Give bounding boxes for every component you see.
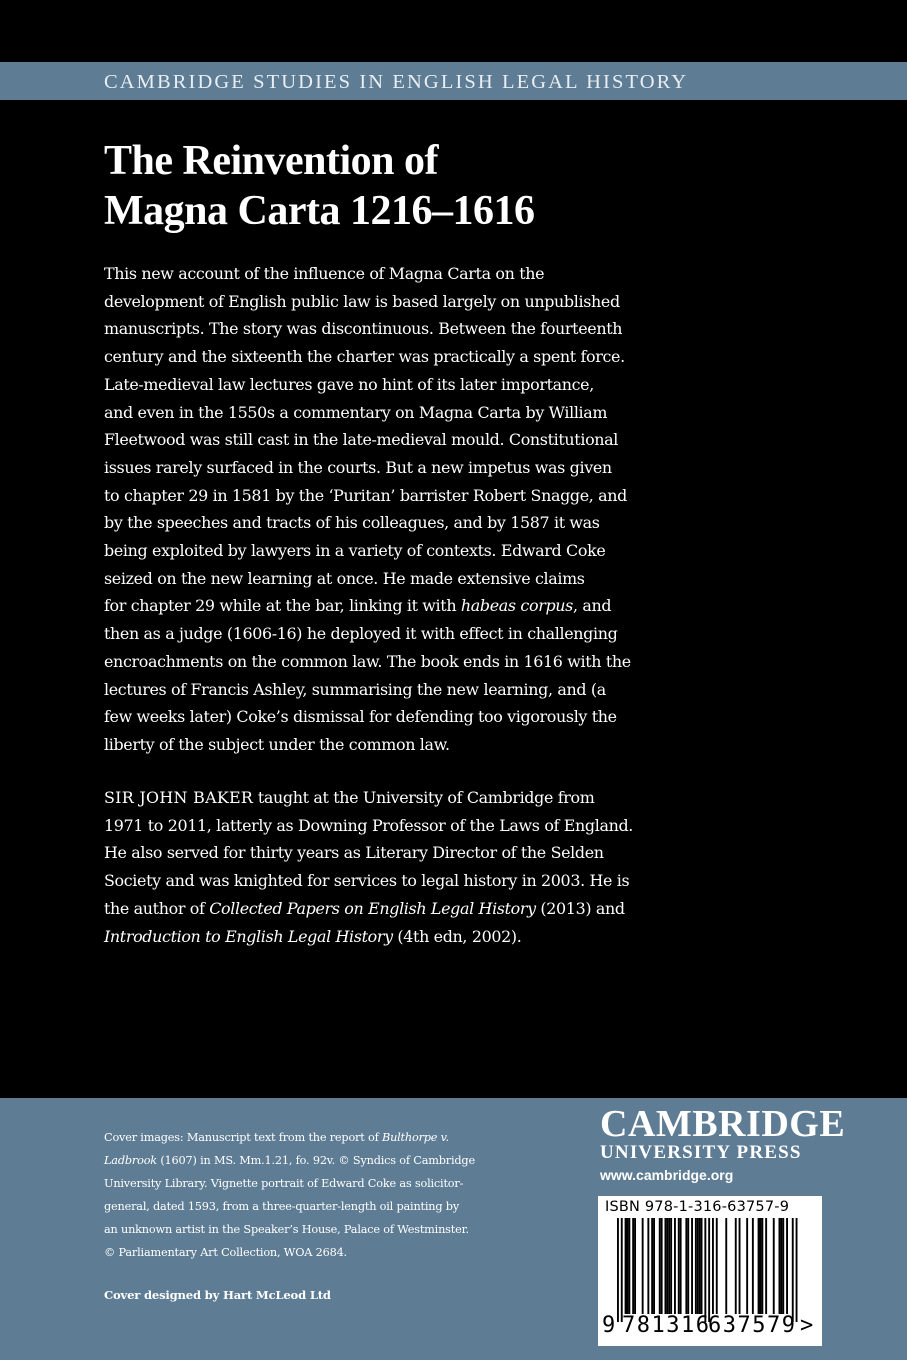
barcode-digit-first: 9 — [602, 1313, 616, 1338]
barcode-bar — [752, 1218, 754, 1314]
bio-line: He also served for thirty years as Literary Director of the Selden — [104, 843, 604, 863]
barcode-bar — [621, 1218, 623, 1322]
barcode-bar — [661, 1218, 663, 1314]
book-title-italic: Collected Papers on English Legal History — [209, 898, 536, 918]
credits-text: Cover images: Manuscript text from the report of — [104, 1131, 382, 1144]
description-line — [104, 592, 664, 620]
barcode-bar — [779, 1218, 781, 1314]
barcode-bar — [685, 1218, 687, 1314]
barcode-bar — [701, 1218, 703, 1314]
barcode-bar — [628, 1218, 630, 1314]
barcode-bar — [699, 1218, 701, 1314]
barcode-bar — [796, 1218, 798, 1322]
bio-text: (2013) and — [535, 898, 625, 918]
barcode-bar — [687, 1218, 689, 1314]
description-line: lectures of Francis Ashley, summarising the new learning, and (a — [104, 679, 606, 699]
barcode-bar — [792, 1218, 794, 1322]
book-title — [104, 136, 804, 236]
bio-text: taught at the University of Cambridge from — [253, 788, 595, 807]
publisher-url: www.cambridge.org — [600, 1167, 734, 1183]
cover-credits — [104, 1126, 534, 1264]
barcode-bar — [670, 1218, 672, 1314]
description-line: few weeks later) Coke’s dismissal for defending too vigorously the — [104, 707, 617, 727]
bio-text: (4th edn, 2002). — [392, 926, 522, 946]
book-description — [104, 260, 664, 759]
credits-line — [104, 1126, 534, 1149]
barcode-bar — [625, 1218, 627, 1314]
author-name: SIR JOHN BAKER — [104, 788, 254, 807]
barcode-bar — [665, 1218, 667, 1314]
barcode-bar — [746, 1218, 748, 1314]
bio-line — [104, 923, 664, 951]
top-strip — [0, 0, 907, 62]
barcode-bar — [653, 1218, 655, 1314]
barcode-bar — [782, 1218, 784, 1314]
bio-line: 1971 to 2011, latterly as Downing Professor of the Laws of England. — [104, 815, 633, 835]
publisher-subtitle: UNIVERSITY PRESS — [600, 1142, 802, 1163]
barcode-bar — [708, 1218, 710, 1322]
barcode-bar — [659, 1218, 661, 1314]
barcode-bar — [678, 1218, 680, 1314]
barcode-bar — [674, 1218, 676, 1314]
barcode-bar — [634, 1218, 636, 1314]
credits-text: (1607) in MS. Mm.1.21, fo. 92v. © Syndics of Cambridge — [156, 1154, 475, 1167]
barcode-bar — [642, 1218, 644, 1314]
description-line: Late-medieval law lectures gave no hint of its later importance, — [104, 374, 594, 394]
description-line: seized on the new learning at once. He made extensive claims — [104, 568, 585, 588]
barcode-bar — [761, 1218, 763, 1314]
barcode-quiet-mark: > — [800, 1313, 814, 1338]
credits-line: general, dated 1593, from a three-quarter-length oil painting by — [104, 1200, 460, 1213]
barcode-bar — [780, 1218, 782, 1314]
barcode-bar — [651, 1218, 653, 1314]
barcode-bar — [725, 1218, 727, 1314]
credits-line: University Library. Vignette portrait of Edward Coke as solicitor- — [104, 1177, 464, 1190]
publisher-name: CAMBRIDGE — [600, 1103, 846, 1145]
barcode-digits-right: 637579 — [708, 1313, 797, 1338]
barcode-bar — [716, 1218, 718, 1314]
barcode-bar — [739, 1218, 741, 1314]
barcode-bar — [704, 1218, 706, 1322]
description-line: then as a judge (1606-16) he deployed it with effect in challenging — [104, 624, 618, 644]
description-text: , and — [572, 596, 612, 616]
barcode-bar — [735, 1218, 737, 1314]
barcode-bar — [680, 1218, 682, 1314]
description-text: for chapter 29 while at the bar, linking it with — [104, 596, 461, 616]
series-band — [0, 62, 907, 100]
barcode-bar — [691, 1218, 693, 1314]
bio-line — [104, 895, 664, 923]
description-line: manuscripts. The story was discontinuous. Between the fourteenth — [104, 319, 623, 339]
description-line: by the speeches and tracts of his colleagues, and by 1587 it was — [104, 513, 600, 533]
book-title-line-2: Magna Carta 1216–1616 — [104, 188, 535, 234]
book-title-line-1: The Reinvention of — [104, 138, 439, 184]
description-line: and even in the 1550s a commentary on Magna Carta by William — [104, 402, 608, 422]
credits-line: an unknown artist in the Speaker’s House, Palace of Westminster. — [104, 1223, 469, 1236]
barcode-bar — [765, 1218, 767, 1314]
italic-term: habeas corpus — [460, 596, 573, 616]
description-line: century and the sixteenth the charter was practically a spent force. — [104, 347, 625, 367]
barcode-bar — [758, 1218, 760, 1314]
bio-line: Society and was knighted for services to legal history in 2003. He is — [104, 871, 630, 891]
barcode-digits — [598, 1313, 822, 1343]
description-line: to chapter 29 in 1581 by the ‘Puritan’ barrister Robert Snagge, and — [104, 485, 628, 505]
barcode-bar — [666, 1218, 668, 1314]
author-bio — [104, 784, 664, 950]
book-title-italic: Introduction to English Legal History — [104, 926, 393, 946]
description-line: Fleetwood was still cast in the late-medieval mould. Constitutional — [104, 430, 619, 450]
barcode-bar — [786, 1218, 788, 1314]
barcode-bar — [712, 1218, 714, 1314]
bio-text: the author of — [104, 898, 210, 918]
description-line: encroachments on the common law. The book ends in 1616 with the — [104, 651, 631, 671]
isbn-label: ISBN 978-1-316-63757-9 — [605, 1199, 790, 1215]
case-name-italic: Bulthorpe v. — [381, 1131, 449, 1144]
barcode-digits-left: 781316 — [622, 1313, 711, 1338]
case-name-italic: Ladbrook — [104, 1154, 157, 1167]
description-line: development of English public law is based largely on unpublished — [104, 291, 620, 311]
barcode-bar — [627, 1218, 629, 1314]
barcode-bar — [697, 1218, 699, 1314]
bio-line — [104, 784, 664, 812]
barcode-bar — [617, 1218, 619, 1322]
series-title: CAMBRIDGE STUDIES IN ENGLISH LEGAL HISTORY — [104, 71, 689, 93]
description-line: being exploited by lawyers in a variety of contexts. Edward Coke — [104, 541, 606, 561]
isbn-barcode — [598, 1196, 822, 1346]
barcode-bar — [773, 1218, 775, 1314]
barcode-bar — [760, 1218, 762, 1314]
barcode-bar — [632, 1218, 634, 1314]
credits-line: © Parliamentary Art Collection, WOA 2684. — [104, 1246, 347, 1259]
barcode-bar — [668, 1218, 670, 1314]
barcode-bar — [695, 1218, 697, 1314]
description-line: issues rarely surfaced in the courts. But a new impetus was given — [104, 457, 612, 477]
cover-designer: Cover designed by Hart McLeod Ltd — [104, 1288, 331, 1302]
barcode-bar — [647, 1218, 649, 1314]
description-line: This new account of the influence of Magna Carta on the — [104, 264, 545, 283]
description-line: liberty of the subject under the common law. — [104, 734, 450, 754]
credits-line — [104, 1149, 534, 1172]
